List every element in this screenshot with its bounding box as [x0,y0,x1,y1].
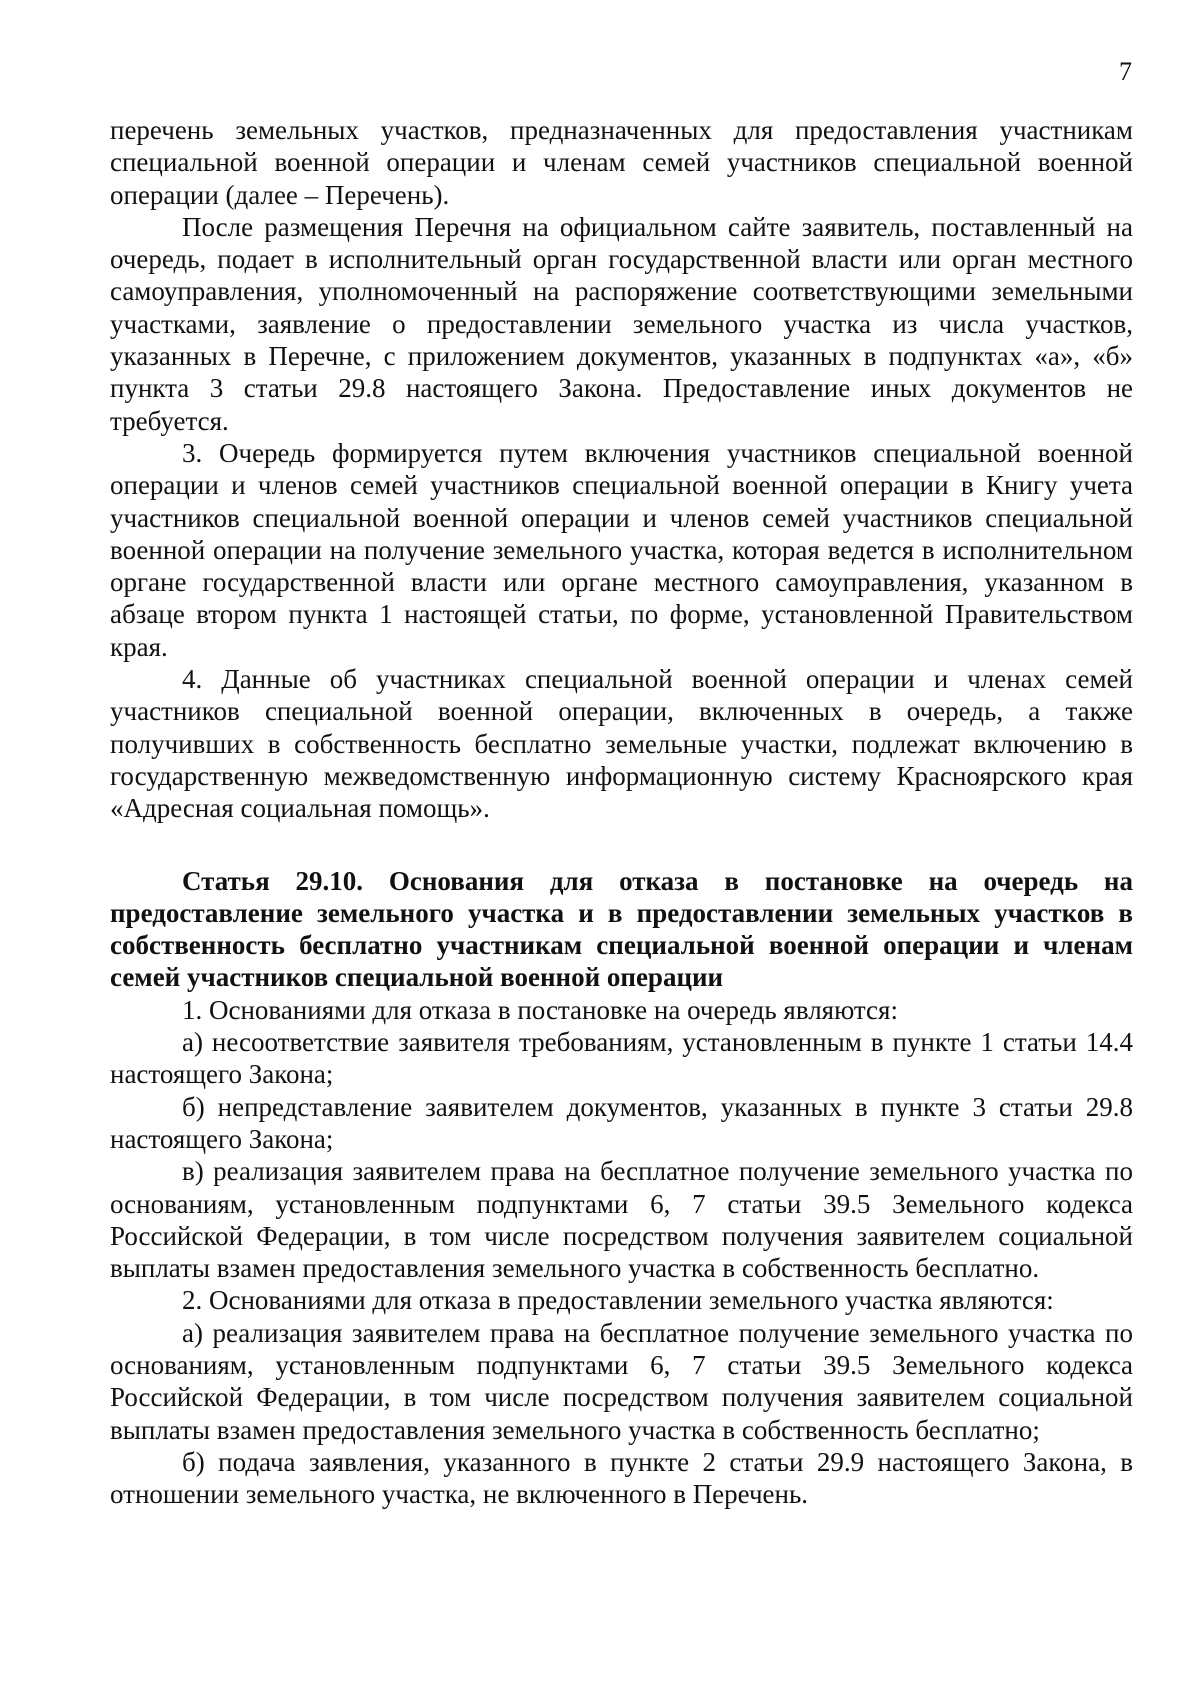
paragraph: в) реализация заявителем права на бесплатное получение земельного участка по основаниям, установленным подпунктами 6, 7 статьи 39.5 Земельного кодекса Российской Федерации, в том числе посредством получения заявителем социальной выплаты взамен предоставления земельного участка в собственность бесплатно. [110,1156,1133,1284]
paragraph: 3. Очередь формируется путем включения участников специальной военной операции и членов семей участников специальной военной операции в Книгу учета участников специальной военной операции и членов семей участников специальной военной операции на получение земельного участка, которая ведется в исполнительном органе государственной власти или органе местного самоуправления, указанном в абзаце втором пункта 1 настоящей статьи, по форме, установленной Правительством края. [110,437,1133,662]
paragraph: 4. Данные об участниках специальной военной операции и членах семей участников специальной военной операции, включенных в очередь, а также получивших в собственность бесплатно земельные участки, подлежат включению в государственную межведомственную информационную систему Красноярского края «Адресная социальная помощь». [110,664,1133,824]
paragraph: а) реализация заявителем права на бесплатное получение земельного участка по основаниям, установленным подпунктами 6, 7 статьи 39.5 Земельного кодекса Российской Федерации, в том числе посредством получения заявителем социальной выплаты взамен предоставления земельного участка в собственность бесплатно; [110,1317,1133,1445]
paragraph: а) несоответствие заявителя требованиям, установленным в пункте 1 статьи 14.4 настоящего Закона; [110,1027,1133,1090]
article-heading: Статья 29.10. Основания для отказа в постановке на очередь на предоставление земельного участка и в предоставлении земельных участков в собственность бесплатно участникам специальной военной операции и членам семей участников специальной военной операции [110,865,1133,993]
paragraph: перечень земельных участков, предназначенных для предоставления участникам специальной военной операции и членам семей участников специальной военной операции (далее – Перечень). [110,115,1133,210]
paragraph: б) подача заявления, указанного в пункте 2 статьи 29.9 настоящего Закона, в отношении земельного участка, не включенного в Перечень. [110,1446,1133,1510]
page-number: 7 [1119,57,1132,86]
paragraph: После размещения Перечня на официальном сайте заявитель, поставленный на очередь, подает в исполнительный орган государственной власти или орган местного самоуправления, уполномоченный на распоряжение соответствующими земельными участками, заявление о предоставлении земельного участка из числа участков, указанных в Перечне, с приложением документов, указанных в подпунктах «а», «б» пункта 3 статьи 29.8 настоящего Закона. Предоставление иных документов не требуется. [110,211,1133,436]
document-body [110,114,1133,1510]
paragraph: 2. Основаниями для отказа в предоставлении земельного участка являются: [182,1285,1054,1316]
paragraph: 1. Основаниями для отказа в постановке на очередь являются: [182,994,898,1025]
paragraph: б) непредставление заявителем документов, указанных в пункте 3 статьи 29.8 настоящего Закона; [110,1091,1133,1154]
